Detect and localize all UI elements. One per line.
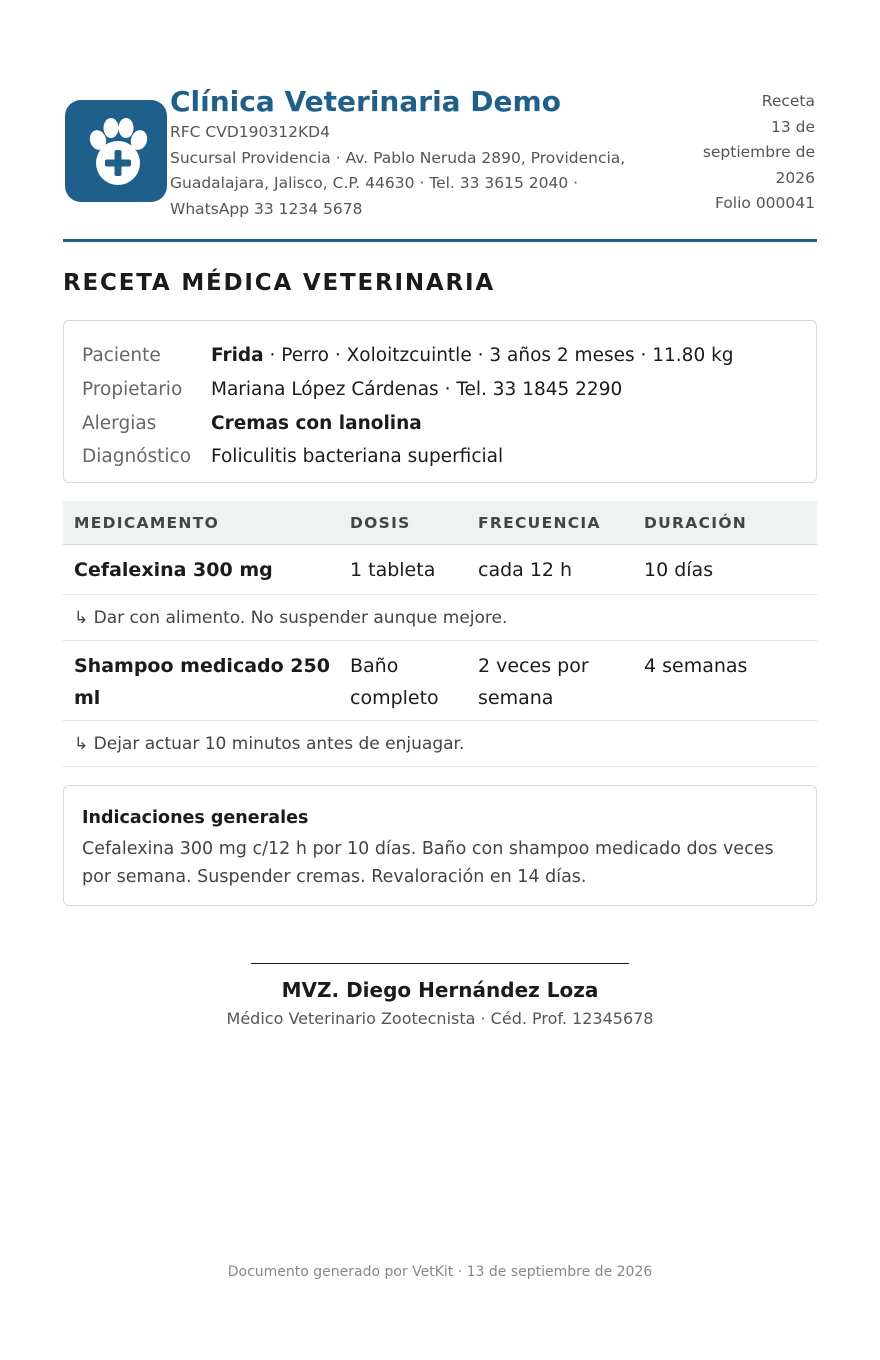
document-footer: Documento generado por VetKit · 13 de septiembre de 2026 (227, 1264, 653, 1280)
medication-duration: 4 semanas (644, 655, 748, 677)
medication-duration: 10 días (644, 559, 714, 581)
patient-info-box (63, 320, 817, 483)
clinic-info (170, 84, 690, 222)
signature-line (251, 963, 629, 964)
document-header (63, 84, 817, 242)
general-instructions-box (63, 785, 817, 906)
document-title: RECETA MÉDICA VETERINARIA (63, 270, 495, 296)
medication-name: Shampoo medicado 250 ml (74, 655, 330, 709)
patient-label: Paciente (82, 345, 161, 367)
diagnosis-value: Foliculitis bacteriana superficial (211, 446, 504, 468)
diagnosis-row (82, 440, 798, 474)
signature-block (0, 963, 880, 1030)
header-dose: DOSIS (350, 513, 411, 532)
medications-table (63, 501, 817, 767)
header-duration: DURACIÓN (644, 513, 748, 532)
owner-row (82, 373, 798, 407)
owner-label: Propietario (82, 379, 183, 401)
header-medication: MEDICAMENTO (74, 513, 220, 532)
vet-name: MVZ. Diego Hernández Loza (281, 978, 599, 1002)
medication-name: Cefalexina 300 mg (74, 559, 273, 581)
medication-frequency: 2 veces por semana (478, 655, 589, 709)
table-row (63, 641, 817, 721)
table-header (63, 501, 817, 545)
document-date-line-3: 2026 (775, 168, 815, 187)
owner-value: Mariana López Cárdenas · Tel. 33 1845 2290 (211, 379, 623, 401)
header-frequency: FRECUENCIA (478, 513, 601, 532)
vet-credentials: Médico Veterinario Zootecnista · Céd. Prof. 12345678 (226, 1009, 654, 1028)
medication-dose: 1 tableta (350, 559, 436, 581)
medication-note: ↳ Dar con alimento. No suspender aunque mejore. (63, 595, 817, 641)
paw-plus-icon (65, 100, 167, 202)
document-date-line-2: septiembre de (702, 143, 815, 161)
medication-note: ↳ Dejar actuar 10 minutos antes de enjuagar. (63, 721, 817, 767)
clinic-rfc: RFC CVD190312KD4 (170, 123, 330, 141)
document-type: Receta (761, 92, 815, 110)
diagnosis-label: Diagnóstico (82, 446, 192, 468)
patient-value (211, 345, 734, 366)
patient-details: · Perro · Xoloitzcuintle · 3 años 2 meses · 11.80 kg (263, 345, 734, 367)
allergies-value: Cremas con lanolina (211, 412, 422, 434)
clinic-address-line-1: Sucursal Providencia · Av. Pablo Neruda 2890, Providencia, (170, 148, 626, 167)
patient-row (82, 339, 798, 373)
document-folio: Folio 000041 (714, 194, 815, 212)
allergies-row (82, 406, 798, 440)
document-date-line-1: 13 de (770, 117, 815, 136)
medication-frequency: cada 12 h (478, 559, 573, 581)
clinic-name: Clínica Veterinaria Demo (170, 85, 561, 118)
allergies-label: Alergias (82, 412, 157, 434)
clinic-address-line-3: WhatsApp 33 1234 5678 (170, 199, 363, 218)
general-instructions-title: Indicaciones generales (82, 808, 309, 828)
table-row (63, 545, 817, 595)
clinic-address-line-2: Guadalajara, Jalisco, C.P. 44630 · Tel. 33 3615 2040 · (170, 174, 579, 192)
document-meta (675, 89, 815, 217)
medication-dose: Baño completo (350, 655, 439, 709)
patient-name: Frida (211, 345, 264, 367)
general-instructions-text: Cefalexina 300 mg c/12 h por 10 días. Baño con shampoo medicado dos veces por semana. Suspender cremas. Revaloración en 14 días. (82, 839, 774, 887)
